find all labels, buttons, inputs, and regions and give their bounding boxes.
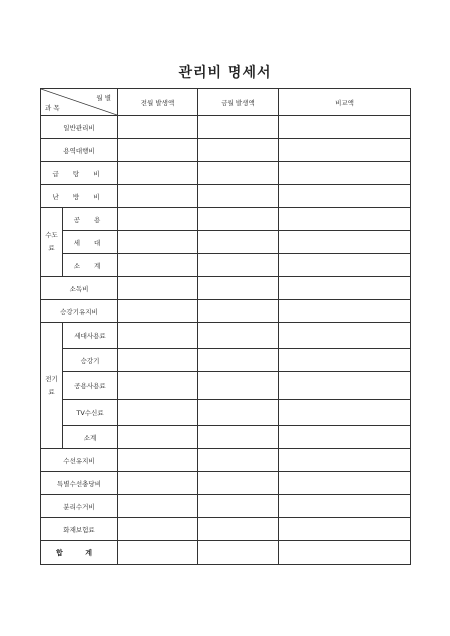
value-cell[interactable]: [198, 254, 279, 277]
value-cell[interactable]: [279, 400, 411, 426]
value-cell[interactable]: [118, 162, 198, 185]
statement-table: [40, 88, 411, 565]
value-cell[interactable]: [279, 449, 411, 472]
value-cell[interactable]: [279, 323, 411, 349]
value-cell[interactable]: [198, 185, 279, 208]
row-label-elevator: 승강기유지비: [41, 300, 118, 323]
value-cell[interactable]: [198, 139, 279, 162]
header-prev-month: 전월 발생액: [118, 89, 198, 116]
row-label-elec-common: 공용사용료: [63, 372, 118, 400]
value-cell[interactable]: [118, 208, 198, 231]
value-cell[interactable]: [118, 400, 198, 426]
value-cell[interactable]: [279, 139, 411, 162]
value-cell[interactable]: [118, 185, 198, 208]
row-label-heating: 난 방 비: [41, 185, 118, 208]
table-row: [41, 372, 411, 400]
value-cell[interactable]: [279, 116, 411, 139]
row-label-insurance: 화재보험료: [41, 518, 118, 541]
value-cell[interactable]: [198, 300, 279, 323]
value-cell[interactable]: [198, 541, 279, 565]
row-label-water-common: 공 용: [63, 208, 118, 231]
value-cell[interactable]: [279, 231, 411, 254]
value-cell[interactable]: [279, 300, 411, 323]
value-cell[interactable]: [118, 300, 198, 323]
value-cell[interactable]: [198, 472, 279, 495]
table-row: [41, 426, 411, 449]
value-cell[interactable]: [118, 349, 198, 372]
value-cell[interactable]: [279, 518, 411, 541]
row-label-general: 일반관리비: [41, 116, 118, 139]
table-row: [41, 323, 411, 349]
value-cell[interactable]: [279, 208, 411, 231]
value-cell[interactable]: [279, 349, 411, 372]
value-cell[interactable]: [279, 254, 411, 277]
row-label-elec-unit: 세대사용료: [63, 323, 118, 349]
value-cell[interactable]: [198, 116, 279, 139]
value-cell[interactable]: [279, 472, 411, 495]
table-row: [41, 400, 411, 426]
row-label-water-unit: 세 대: [63, 231, 118, 254]
row-label-disinfection: 소독비: [41, 277, 118, 300]
value-cell[interactable]: [198, 449, 279, 472]
value-cell[interactable]: [118, 541, 198, 565]
table-row: [41, 162, 411, 185]
header-month-label: 월 별: [96, 94, 111, 102]
value-cell[interactable]: [118, 231, 198, 254]
value-cell[interactable]: [198, 231, 279, 254]
value-cell[interactable]: [118, 495, 198, 518]
table-row: [41, 185, 411, 208]
row-label-elec-subtotal: 소계: [63, 426, 118, 449]
table-row: [41, 208, 411, 231]
value-cell[interactable]: [279, 162, 411, 185]
value-cell[interactable]: [198, 518, 279, 541]
value-cell[interactable]: [198, 277, 279, 300]
value-cell[interactable]: [118, 254, 198, 277]
header-curr-month: 금월 발생액: [198, 89, 279, 116]
row-group-water: 수도료: [41, 208, 63, 277]
value-cell[interactable]: [118, 426, 198, 449]
header-row: [41, 89, 411, 116]
table-row: [41, 518, 411, 541]
row-label-service: 용역대행비: [41, 139, 118, 162]
row-label-waste: 분리수거비: [41, 495, 118, 518]
table-row: [41, 254, 411, 277]
header-subject-label: 과 목: [45, 104, 60, 112]
value-cell[interactable]: [118, 323, 198, 349]
row-label-total: 합 계: [41, 541, 118, 565]
table-row: [41, 116, 411, 139]
table-row: [41, 495, 411, 518]
row-label-repair: 수선유지비: [41, 449, 118, 472]
value-cell[interactable]: [279, 541, 411, 565]
table-row: [41, 449, 411, 472]
value-cell[interactable]: [118, 472, 198, 495]
value-cell[interactable]: [118, 449, 198, 472]
table-row: [41, 472, 411, 495]
row-label-water-subtotal: 소 계: [63, 254, 118, 277]
value-cell[interactable]: [118, 116, 198, 139]
value-cell[interactable]: [198, 400, 279, 426]
value-cell[interactable]: [198, 208, 279, 231]
total-row: [41, 541, 411, 565]
row-label-hotwater: 급 탕 비: [41, 162, 118, 185]
value-cell[interactable]: [118, 277, 198, 300]
row-label-elec-tv: TV수신료: [63, 400, 118, 426]
value-cell[interactable]: [279, 426, 411, 449]
table-row: [41, 139, 411, 162]
table-row: [41, 300, 411, 323]
value-cell[interactable]: [118, 372, 198, 400]
value-cell[interactable]: [198, 426, 279, 449]
row-label-elec-elevator: 승강기: [63, 349, 118, 372]
row-group-electricity: 전기료: [41, 323, 63, 449]
value-cell[interactable]: [198, 323, 279, 349]
value-cell[interactable]: [198, 349, 279, 372]
value-cell[interactable]: [198, 162, 279, 185]
value-cell[interactable]: [118, 139, 198, 162]
header-compare: 비교액: [279, 89, 411, 116]
table-row: [41, 277, 411, 300]
value-cell[interactable]: [198, 372, 279, 400]
document-title: 관리비 명세서: [178, 65, 272, 81]
table-row: [41, 349, 411, 372]
value-cell[interactable]: [279, 495, 411, 518]
value-cell[interactable]: [118, 518, 198, 541]
value-cell[interactable]: [198, 495, 279, 518]
header-corner-cell: [41, 89, 118, 116]
value-cell[interactable]: [279, 372, 411, 400]
table-row: [41, 231, 411, 254]
row-label-special-repair: 특별수선충당비: [41, 472, 118, 495]
value-cell[interactable]: [279, 277, 411, 300]
value-cell[interactable]: [279, 185, 411, 208]
